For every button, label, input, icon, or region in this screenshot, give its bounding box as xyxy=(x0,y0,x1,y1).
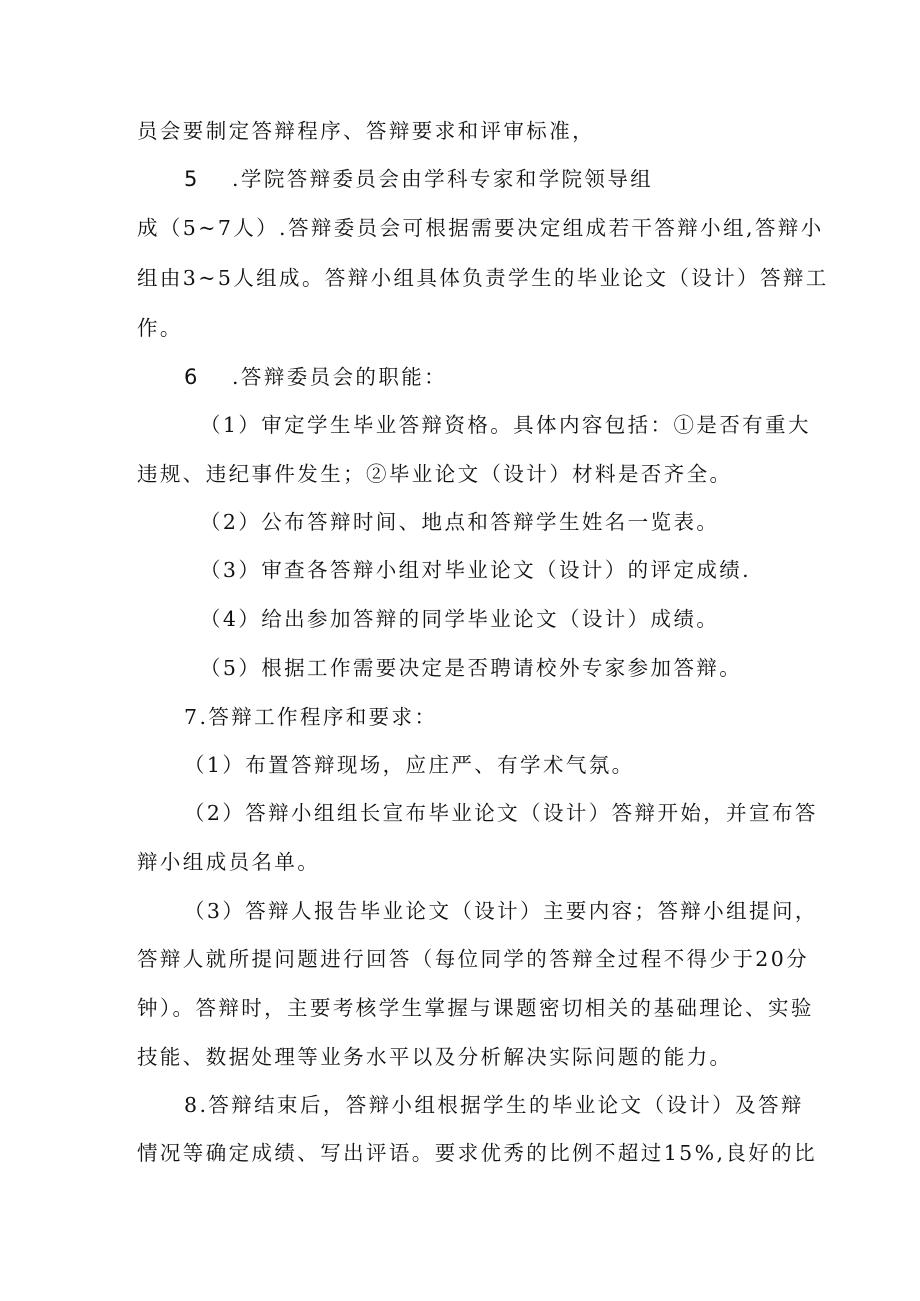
item-number: 5 xyxy=(184,167,200,191)
text-line: （1）布置答辩现场，应庄严、有学术气氛。 xyxy=(184,753,635,777)
text-line: （3）审查各答辩小组对毕业论文（设计）的评定成绩. xyxy=(200,558,752,582)
text-line: （2）公布答辩时间、地点和答辩学生姓名一览表。 xyxy=(200,510,720,534)
text-line: （4）给出参加答辩的同学毕业论文（设计）成绩。 xyxy=(200,607,720,631)
text-line: 答辩人就所提问题进行回答（每位同学的答辩全过程不得少于20分 xyxy=(137,947,810,971)
text-line: 员会要制定答辩程序、答辩要求和评审标准， xyxy=(137,119,595,143)
text-line: .学院答辩委员会由学科专家和学院领导组 xyxy=(232,167,654,191)
text-line: 7.答辩工作程序和要求： xyxy=(184,705,438,729)
text-line: 辩小组成员名单。 xyxy=(137,850,321,874)
text-line: 情况等确定成绩、写出评语。要求优秀的比例不超过15%,良好的比 xyxy=(137,1141,817,1165)
text-line: （1）审定学生毕业答辩资格。具体内容包括：①是否有重大 xyxy=(200,413,811,437)
text-line: .答辩委员会的职能： xyxy=(232,365,448,389)
text-line: （3）答辩人报告毕业论文（设计）主要内容；答辩小组提问， xyxy=(184,899,818,923)
text-line: 组由3~5人组成。答辩小组具体负责学生的毕业论文（设计）答辩工 xyxy=(137,266,829,290)
text-line: 作。 xyxy=(137,316,183,340)
text-line: 违规、违纪事件发生；②毕业论文（设计）材料是否齐全。 xyxy=(137,462,733,486)
text-line: （5）根据工作需要决定是否聘请校外专家参加答辩。 xyxy=(200,656,743,680)
text-line: （2）答辩小组组长宣布毕业论文（设计）答辩开始，并宣布答 xyxy=(184,801,818,825)
text-line: 8.答辩结束后，答辩小组根据学生的毕业论文（设计）及答辩 xyxy=(184,1093,804,1117)
text-line: 成（5~7人）.答辩委员会可根据需要决定组成若干答辩小组,答辩小 xyxy=(137,216,824,240)
item-number: 6 xyxy=(184,365,200,389)
text-line: 技能、数据处理等业务水平以及分析解决实际问题的能力。 xyxy=(137,1045,733,1069)
text-line: 钟）。答辩时，主要考核学生掌握与课题密切相关的基础理论、实验 xyxy=(137,996,814,1020)
